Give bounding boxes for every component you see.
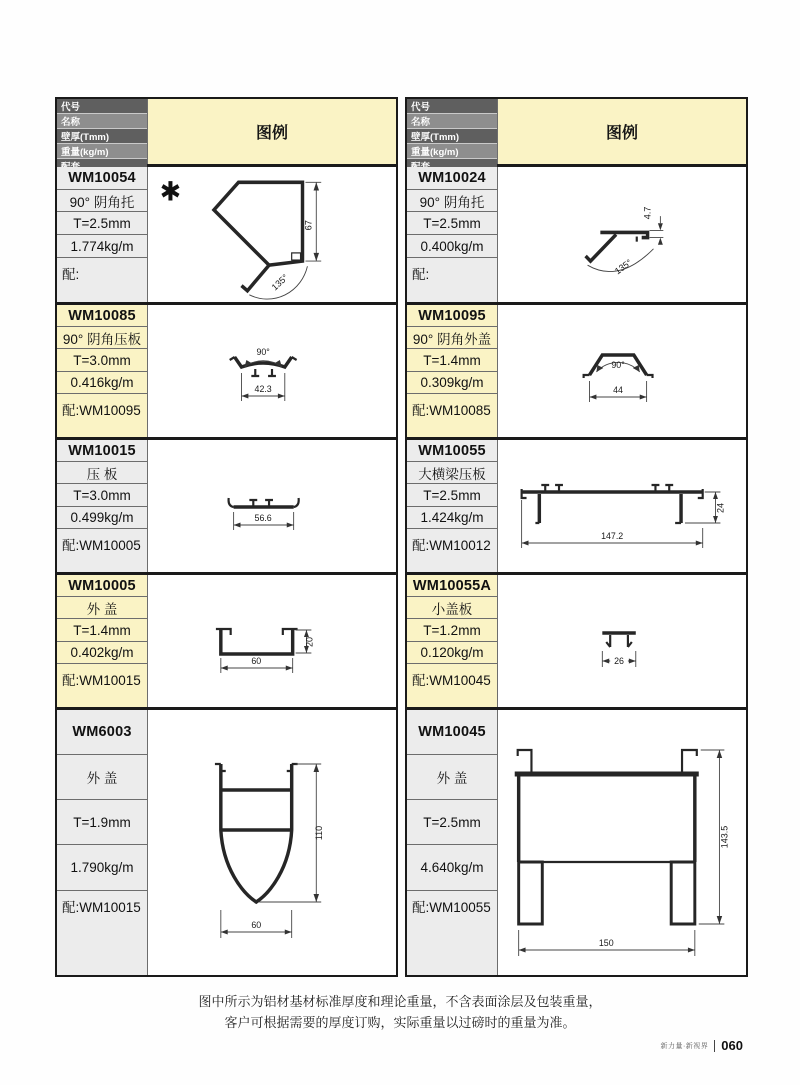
product-wm10045	[407, 707, 746, 975]
product-name: 90° 阴角外盖	[407, 327, 497, 349]
legend-header: 图例	[147, 99, 396, 164]
product-info	[57, 167, 147, 302]
product-match: 配:WM10045	[407, 664, 497, 707]
product-name: 大横梁压板	[407, 462, 497, 484]
product-code: WM10005	[57, 575, 147, 597]
product-name: 90° 阴角压板	[57, 327, 147, 349]
product-thickness: T=2.5mm	[407, 484, 497, 506]
product-name: 外 盖	[57, 597, 147, 619]
product-info	[57, 440, 147, 572]
product-match: 配:WM10055	[407, 891, 497, 975]
header-row-thickness: 壁厚(Tmm)	[57, 129, 147, 144]
dim-thickness: 4.7	[642, 206, 653, 220]
product-thickness: T=3.0mm	[57, 349, 147, 371]
product-name: 外 盖	[407, 755, 497, 800]
dim-width: 150	[598, 937, 614, 949]
dim-angle: 90°	[611, 359, 625, 371]
profile-diagram-wm10095	[497, 305, 746, 437]
product-name: 外 盖	[57, 755, 147, 800]
page-footer	[660, 1038, 743, 1053]
profile-diagram-wm10005	[147, 575, 396, 707]
product-wm10095	[407, 302, 746, 437]
footer-divider	[714, 1040, 715, 1052]
header-row-thickness: 壁厚(Tmm)	[407, 129, 497, 144]
product-wm10085	[57, 302, 396, 437]
product-code: WM10054	[57, 167, 147, 190]
dim-angle: 135°	[612, 257, 634, 277]
dim-width: 42.3	[254, 383, 272, 395]
spec-tables	[55, 97, 748, 977]
profile-diagram-wm10085	[147, 305, 396, 437]
product-wm10055a	[407, 572, 746, 707]
product-code: WM10015	[57, 440, 147, 462]
product-name: 压 板	[57, 462, 147, 484]
left-table-header	[57, 99, 396, 167]
product-info	[407, 575, 497, 707]
product-info	[407, 167, 497, 302]
product-info	[57, 710, 147, 975]
product-match: 配:WM10015	[57, 891, 147, 975]
product-weight: 1.774kg/m	[57, 235, 147, 258]
header-field-labels	[407, 99, 497, 164]
product-wm10055	[407, 437, 746, 572]
profile-diagram-wm10024	[497, 167, 746, 302]
dim-width: 56.6	[254, 512, 272, 524]
dim-angle: 90°	[256, 346, 270, 358]
profile-diagram-wm10045	[497, 710, 746, 975]
dim-height: 143.5	[719, 825, 730, 849]
product-match: 配:	[407, 258, 497, 302]
product-match: 配:WM10005	[57, 529, 147, 572]
product-weight: 1.790kg/m	[57, 845, 147, 890]
product-info	[407, 305, 497, 437]
asterisk-marker: ✱	[159, 176, 182, 207]
product-code: WM10055A	[407, 575, 497, 597]
dim-angle: 135°	[269, 272, 290, 293]
profile-diagram-wm10055a	[497, 575, 746, 707]
product-weight: 0.120kg/m	[407, 642, 497, 664]
product-thickness: T=1.9mm	[57, 800, 147, 845]
dim-width: 60	[251, 919, 262, 931]
product-code: WM6003	[57, 710, 147, 755]
product-info	[57, 575, 147, 707]
product-code: WM10055	[407, 440, 497, 462]
product-code: WM10085	[57, 305, 147, 327]
product-wm10024	[407, 167, 746, 302]
product-match: 配:	[57, 258, 147, 302]
profile-diagram-wm10054	[147, 167, 396, 302]
product-code: WM10045	[407, 710, 497, 755]
header-row-code: 代号	[407, 99, 497, 114]
product-weight: 1.424kg/m	[407, 507, 497, 529]
dim-height: 24	[715, 502, 726, 514]
product-info	[57, 305, 147, 437]
dim-height: 110	[314, 825, 325, 841]
product-thickness: T=1.4mm	[57, 619, 147, 641]
product-wm10005	[57, 572, 396, 707]
product-thickness: T=2.5mm	[407, 800, 497, 845]
product-wm6003	[57, 707, 396, 975]
product-thickness: T=1.4mm	[407, 349, 497, 371]
product-weight: 0.499kg/m	[57, 507, 147, 529]
product-wm10054	[57, 167, 396, 302]
product-thickness: T=2.5mm	[407, 212, 497, 235]
product-name: 90° 阴角托	[57, 190, 147, 213]
profile-diagram-wm10055	[497, 440, 746, 572]
product-code: WM10095	[407, 305, 497, 327]
product-match: 配:WM10012	[407, 529, 497, 572]
header-row-weight: 重量(kg/m)	[57, 144, 147, 159]
product-match: 配:WM10015	[57, 664, 147, 707]
product-name: 90° 阴角托	[407, 190, 497, 213]
legend-header: 图例	[497, 99, 746, 164]
dim-width: 147.2	[601, 530, 624, 542]
product-match: 配:WM10095	[57, 394, 147, 437]
product-weight: 0.400kg/m	[407, 235, 497, 258]
product-weight: 0.309kg/m	[407, 372, 497, 394]
header-row-code: 代号	[57, 99, 147, 114]
header-row-name: 名称	[57, 114, 147, 129]
product-name: 小盖板	[407, 597, 497, 619]
footer-note	[0, 991, 800, 1034]
product-match: 配:WM10085	[407, 394, 497, 437]
dim-height: 20	[304, 636, 315, 648]
dim-height: 67	[303, 220, 314, 231]
header-row-name: 名称	[407, 114, 497, 129]
product-weight: 4.640kg/m	[407, 845, 497, 890]
product-thickness: T=2.5mm	[57, 212, 147, 235]
dim-width: 26	[614, 655, 624, 667]
brand-slogan: 新力量·新视界	[660, 1042, 709, 1050]
product-weight: 0.416kg/m	[57, 372, 147, 394]
product-weight: 0.402kg/m	[57, 642, 147, 664]
product-code: WM10024	[407, 167, 497, 190]
left-table	[55, 97, 398, 977]
product-info	[407, 440, 497, 572]
product-thickness: T=1.2mm	[407, 619, 497, 641]
product-info	[407, 710, 497, 975]
dim-width: 44	[613, 384, 623, 396]
footer-note-line1: 图中所示为铝材基材标准厚度和理论重量，不含表面涂层及包装重量，	[198, 994, 602, 1009]
page-number: 060	[721, 1038, 743, 1053]
profile-diagram-wm10015	[147, 440, 396, 572]
header-field-labels	[57, 99, 147, 164]
product-thickness: T=3.0mm	[57, 484, 147, 506]
header-row-weight: 重量(kg/m)	[407, 144, 497, 159]
product-wm10015	[57, 437, 396, 572]
footer-note-line2: 客户可根据需要的厚度订购，实际重量以过磅时的重量为准。	[224, 1015, 576, 1031]
profile-diagram-wm6003	[147, 710, 396, 975]
right-table-header	[407, 99, 746, 167]
right-table	[405, 97, 748, 977]
dim-width: 60	[251, 655, 262, 667]
